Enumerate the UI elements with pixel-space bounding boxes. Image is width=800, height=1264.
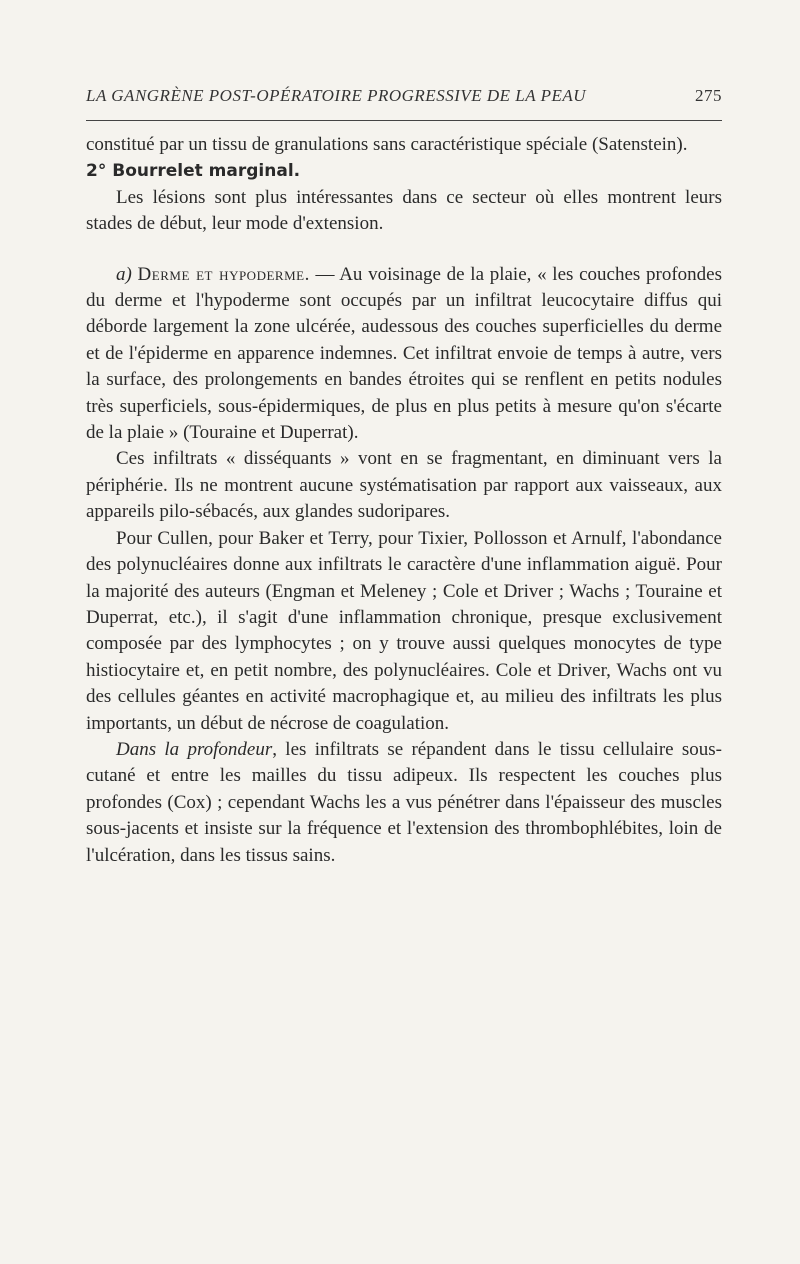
page-number: 275 — [695, 86, 722, 105]
paragraph-5 — [86, 737, 722, 869]
paragraph-5-text: , les infiltrats se répandent dans le tissu cellulaire sous-cutané et entre les mailles du tissu adipeux. Ils respectent les couches plus profondes (Cox) ; cependant Wachs les a vus pénétrer dans l'épaisseur des muscles sous-jacents et insiste sur la fréquence et l'extension des thrombophlébites, loin de l'ulcération, dans les tissus sains. — [86, 738, 722, 866]
running-title: LA GANGRÈNE POST-OPÉRATOIRE PROGRESSIVE DE LA PEAU — [86, 86, 586, 105]
emphasis-depth: Dans la profondeur — [116, 738, 273, 760]
page-body — [86, 132, 722, 869]
header-rule — [86, 120, 722, 121]
paragraph-2-text: — Au voisinage de la plaie, « les couches profondes du derme et l'hypoderme sont occupés par un infiltrat leucocytaire diffus qui déborde largement la zone ulcérée, audessous des couches superficielles du derme et de l'épiderme en apparence indemnes. Cet infiltrat envoie de temps à autre, vers la surface, des prolongements en bandes étroites qui se renflent en petits nodules très superficiels, sous-épidermiques, de plus en plus petits à mesure qu'on s'écarte de la plaie » (Touraine et Duperrat). — [86, 263, 723, 444]
section-title: 2° Bourrelet marginal. — [86, 161, 301, 182]
paragraph-1: Les lésions sont plus intéressantes dans ce secteur où elles montrent leurs stades de début, leur mode d'extension. — [86, 186, 722, 235]
running-header — [86, 86, 722, 106]
paragraph-3: Ces infiltrats « disséquants » vont en se fragmentant, en diminuant vers la périphérie. Ils ne montrent aucune systématisation par rapport aux vaisseaux, aux appareils pilo-sébacés, aux glandes sudoripares. — [86, 448, 722, 523]
item-label: a) — [116, 263, 132, 285]
paragraph-2 — [86, 262, 722, 447]
subsection-heading: Derme et hypoderme. — [137, 263, 310, 285]
paragraph-4: Pour Cullen, pour Baker et Terry, pour Tixier, Pollosson et Arnulf, l'abondance des polynucléaires donne aux infiltrats le caractère d'une inflammation aiguë. Pour la majorité des auteurs (Engman et Meleney ; Cole et Driver ; Wachs ; Touraine et Duperrat, etc.), il s'agit d'une inflammation chronique, presque exclusivement composée par des lymphocytes ; on y trouve aussi quelques monocytes de type histiocytaire et, en petit nombre, des polynucléaires. Cole et Driver, Wachs ont vu des cellules géantes en activité macrophagique et, au milieu des infiltrats les plus importants, un début de nécrose de coagulation. — [86, 527, 722, 734]
paragraph-intro: constitué par un tissu de granulations sans caractéristique spéciale (Satenstein). — [86, 134, 688, 155]
